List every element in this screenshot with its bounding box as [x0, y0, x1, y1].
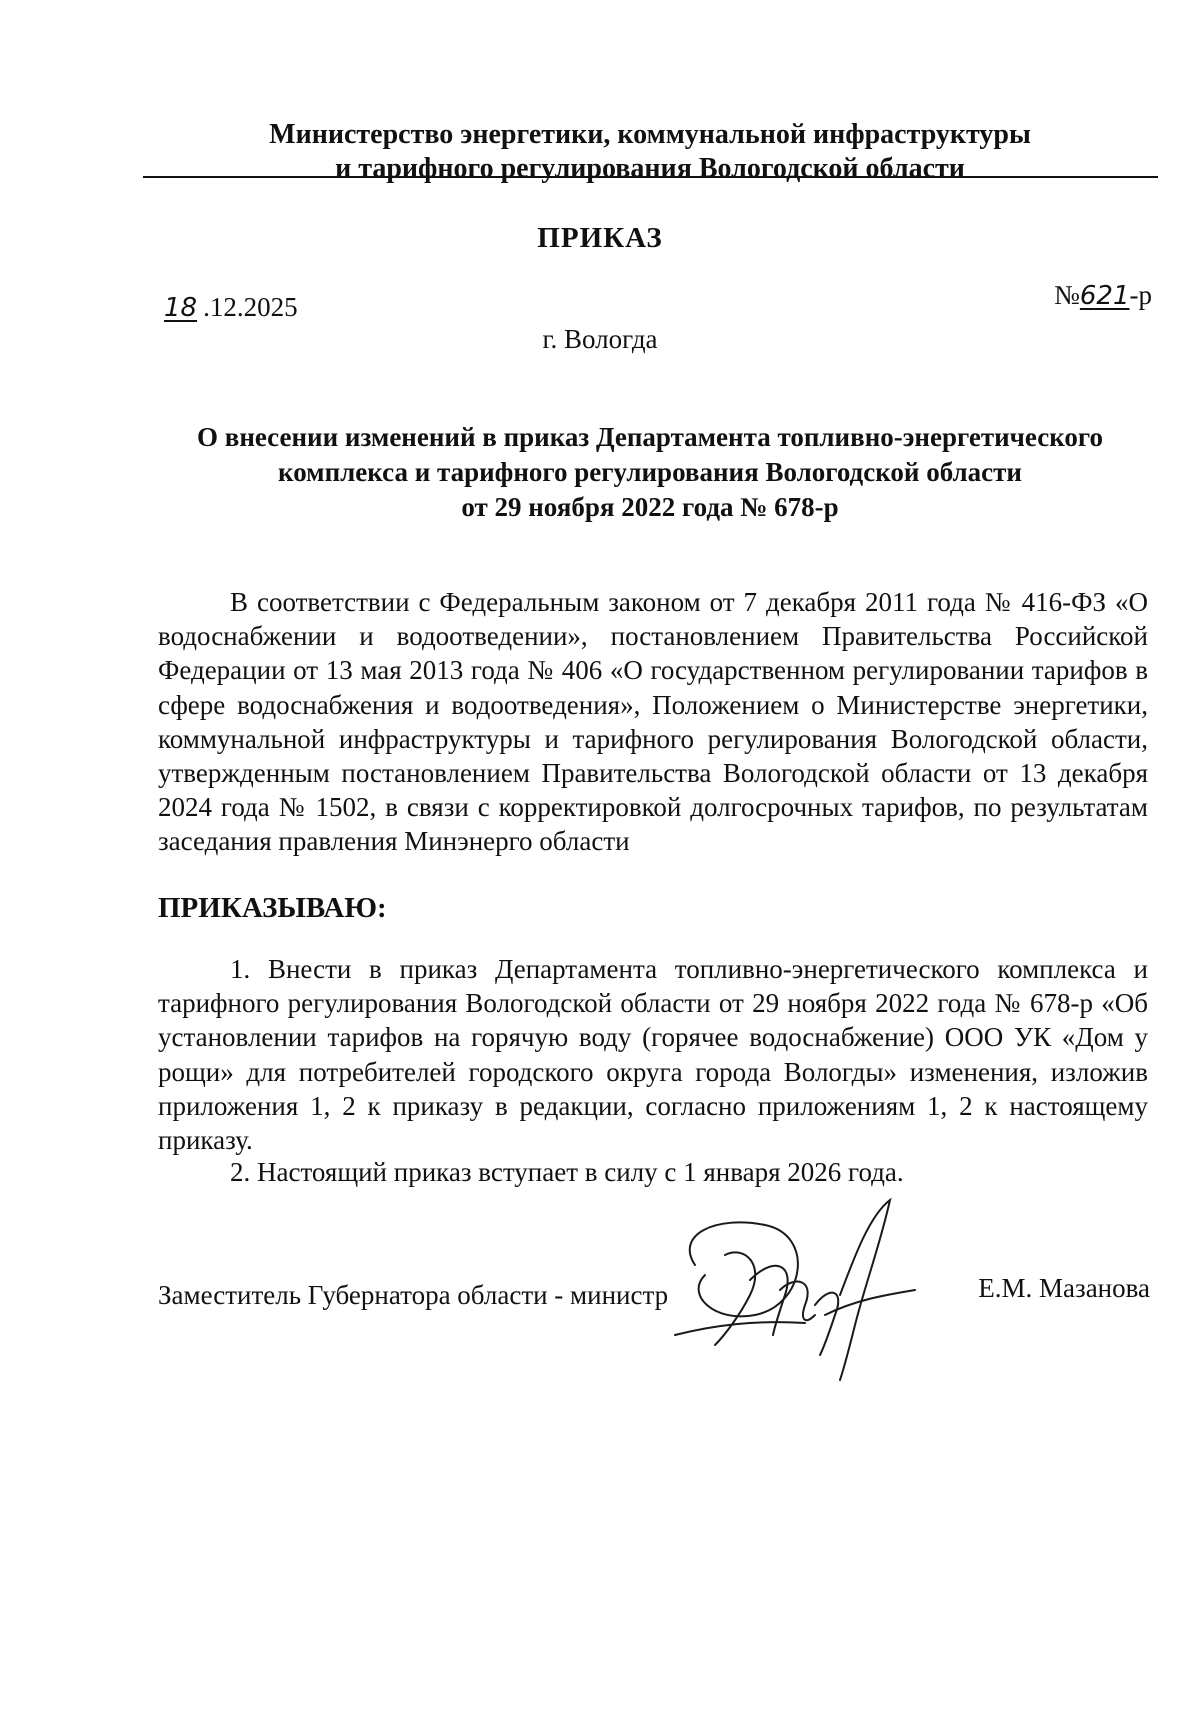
date-day-handwritten: 18	[164, 293, 198, 323]
document-type: ПРИКАЗ	[537, 222, 663, 254]
subject-line1: О внесении изменений в приказ Департамента топливно-энергетического	[196, 422, 1103, 452]
signatory-name: Е.М. Мазанова	[978, 1273, 1150, 1303]
document-subject	[150, 420, 1150, 525]
order-word: ПРИКАЗЫВАЮ:	[158, 892, 387, 924]
document-number	[1054, 280, 1152, 311]
ministry-name-line2: и тарифного регулирования Вологодской области	[335, 153, 965, 184]
handwritten-signature	[655, 1195, 955, 1395]
document-city: г. Вологда	[542, 324, 658, 354]
number-prefix: №	[1054, 280, 1080, 310]
subject-line3: от 29 ноября 2022 года № 678-р	[461, 492, 839, 522]
order-item-2: 2. Настоящий приказ вступает в силу с 1 января 2026 года.	[230, 1157, 904, 1187]
subject-line2: комплекса и тарифного регулирования Вологодской области	[278, 457, 1022, 487]
document-date	[158, 292, 298, 323]
ministry-name-line1: Министерство энергетики, коммунальной инфраструктуры	[269, 119, 1031, 150]
order-item-1: 1. Внести в приказ Департамента топливно-энергетического комплекса и тарифного регулирования Вологодской области от 29 ноября 2022 года № 678-р «Об установлении тарифов на горячую воду (горячее водоснабжение) ООО УК «Дом у рощи» для потребителей городского округа города Вологды» изменения, изложив приложения 1, 2 к приказу в редакции, согласно приложениям 1, 2 к настоящему приказу.	[158, 954, 1148, 1156]
signatory-position: Заместитель Губернатора области - министр	[158, 1280, 669, 1310]
preamble-paragraph: В соответствии с Федеральным законом от 7 декабря 2011 года № 416-ФЗ «О водоснабжении и водоотведении», постановлением Правительства Российской Федерации от 13 мая 2013 года № 406 «О государственном регулировании тарифов в сфере водоснабжения и водоотведения», Положением о Министерстве энергетики, коммунальной инфраструктуры и тарифного регулирования Вологодской области, утвержденным постановлением Правительства Вологодской области от 13 декабря 2024 года № 1502, в связи с корректировкой долгосрочных тарифов, по результатам заседания правления Минэнерго области	[158, 587, 1148, 857]
number-suffix: -р	[1129, 280, 1152, 310]
date-month-year: .12.2025	[203, 292, 298, 322]
number-handwritten: 621	[1079, 281, 1130, 311]
header-divider	[143, 176, 1158, 178]
